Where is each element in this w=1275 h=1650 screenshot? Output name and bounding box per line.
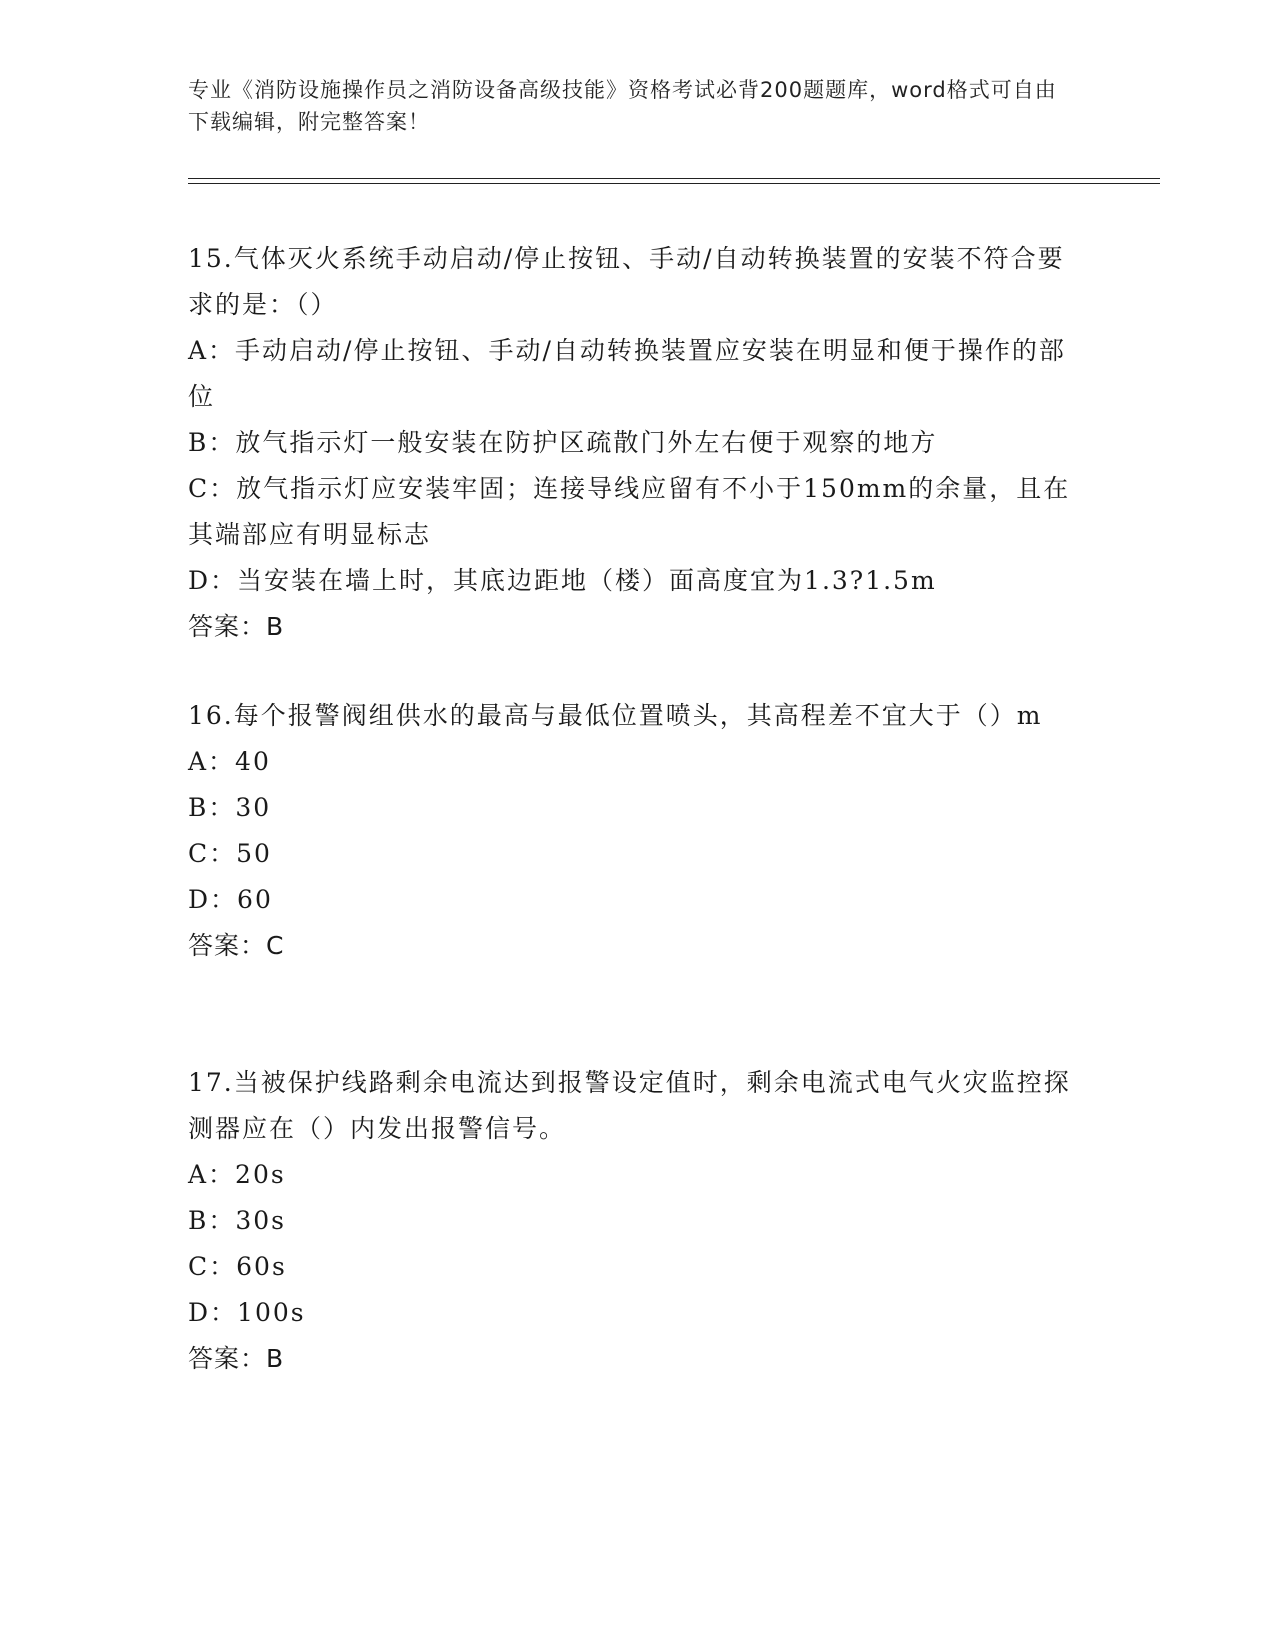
question-16 [188, 693, 1088, 969]
option-d: D：60 [188, 885, 273, 914]
option-a: A：20s [188, 1160, 286, 1189]
header-divider-bottom [188, 183, 1160, 184]
option-d: D：当安装在墙上时，其底边距地（楼）面高度宜为1.3?1.5m [188, 566, 937, 595]
question-stem: 16.每个报警阀组供水的最高与最低位置喷头，其高程差不宜大于（）m [188, 701, 1043, 730]
answer: 答案：B [188, 612, 285, 641]
option-a: A：手动启动/停止按钮、手动/自动转换装置应安装在明显和便于操作的部位 [188, 336, 1066, 411]
option-a: A：40 [188, 747, 271, 776]
option-b: B：30s [188, 1206, 287, 1235]
option-d: D：100s [188, 1298, 306, 1327]
header-divider-top [188, 178, 1160, 179]
question-stem: 17.当被保护线路剩余电流达到报警设定值时，剩余电流式电气火灾监控探测器应在（）内发出报警信号。 [188, 1068, 1071, 1143]
document-intro: 专业《消防设施操作员之消防设备高级技能》资格考试必背200题题库，word格式可自由下载编辑，附完整答案！ [188, 78, 1057, 134]
option-c: C：放气指示灯应安装牢固；连接导线应留有不小于150mm的余量，且在其端部应有明显标志 [188, 474, 1071, 549]
option-c: C：50 [188, 839, 272, 868]
option-b: B：放气指示灯一般安装在防护区疏散门外左右便于观察的地方 [188, 428, 938, 457]
option-b: B：30 [188, 793, 272, 822]
question-15 [188, 236, 1088, 650]
question-stem: 15.气体灭火系统手动启动/停止按钮、手动/自动转换装置的安装不符合要求的是：（） [188, 244, 1065, 319]
answer: 答案：C [188, 931, 285, 960]
answer: 答案：B [188, 1344, 285, 1373]
question-17 [188, 1060, 1088, 1382]
option-c: C：60s [188, 1252, 287, 1281]
